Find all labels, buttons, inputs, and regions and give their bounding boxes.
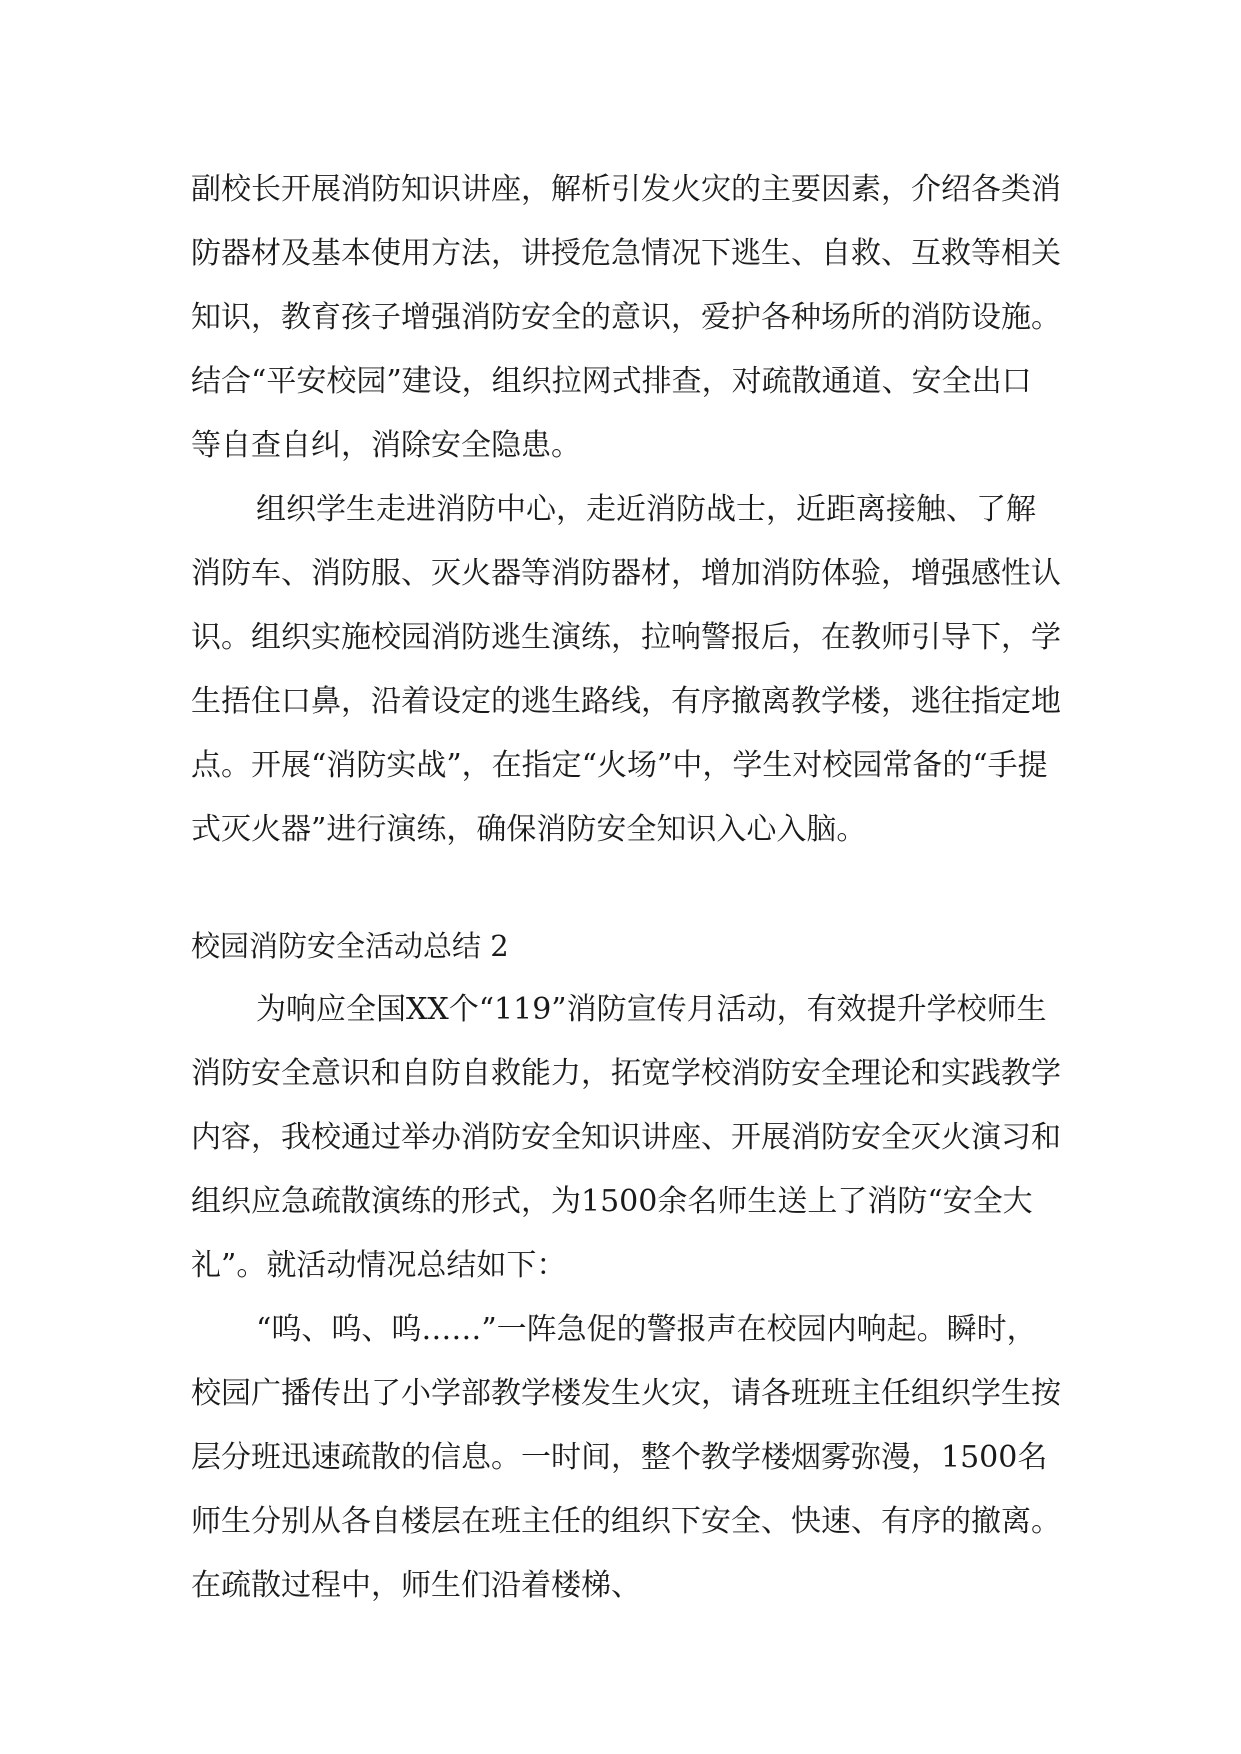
section-title: 校园消防安全活动总结 2	[191, 929, 509, 963]
continuation-paragraph: 副校长开展消防知识讲座，解析引发火灾的主要因素，介绍各类消防器材及基本使用方法，讲授危急情况下逃生、自救、互救等相关知识，教育孩子增强消防安全的意识，爱护各种场所的消防设施。结合“平安校园”建设，组织拉网式排查，对疏散通道、安全出口等自查自纠，消除安全隐患。	[191, 172, 1061, 463]
paragraph-fire-drill: 组织学生走进消防中心，走近消防战士，近距离接触、了解消防车、消防服、灭火器等消防器材，增加消防体验，增强感性认识。组织实施校园消防逃生演练，拉响警报后，在教师引导下，学生捂住口鼻，沿着设定的逃生路线，有序撤离教学楼，逃往指定地点。开展“消防实战”，在指定“火场”中，学生对校园常备的“手提式灭火器”进行演练，确保消防安全知识入心入脑。	[191, 492, 1061, 847]
section-alarm-paragraph: “呜、呜、呜……”一阵急促的警报声在校园内响起。瞬时，校园广播传出了小学部教学楼发生火灾，请各班班主任组织学生按层分班迅速疏散的信息。一时间，整个教学楼烟雾弥漫，1500名师生分别从各自楼层在班主任的组织下安全、快速、有序的撤离。在疏散过程中，师生们沿着楼梯、	[191, 1312, 1061, 1603]
document-body	[191, 158, 1061, 1618]
section-intro-paragraph: 为响应全国XX个“119”消防宣传月活动，有效提升学校师生消防安全意识和自防自救能力，拓宽学校消防安全理论和实践教学内容，我校通过举办消防安全知识讲座、开展消防安全灭火演习和组织应急疏散演练的形式，为1500余名师生送上了消防“安全大礼”。就活动情况总结如下：	[191, 992, 1061, 1283]
